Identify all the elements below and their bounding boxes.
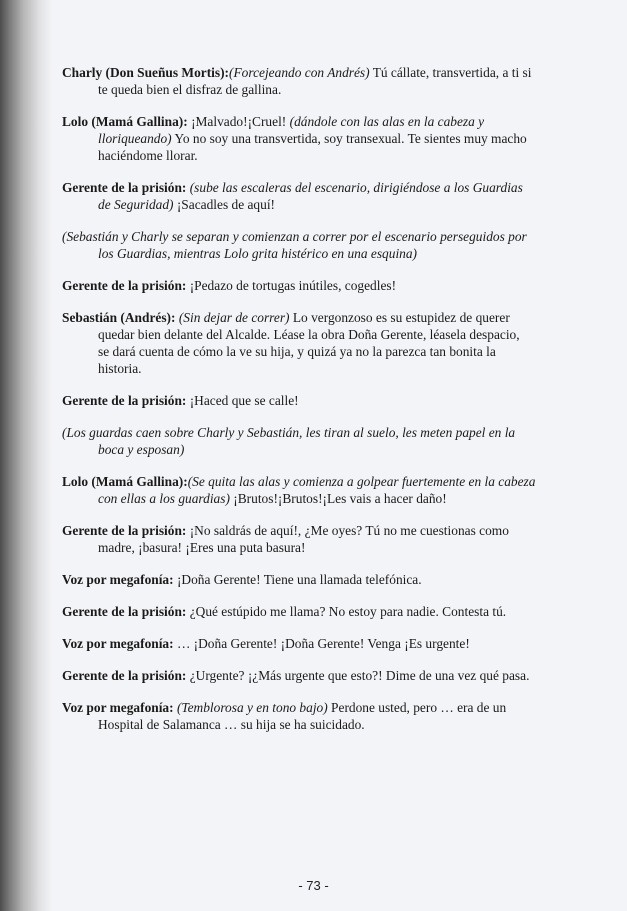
dialogue-line: [62, 473, 552, 490]
dialogue-line: [62, 81, 552, 98]
dialogue-line: [62, 326, 552, 343]
stage-direction-line: (Sebastián y Charly se separan y comienzan a correr por el escenario perseguidos por: [62, 229, 527, 244]
dialogue-line: [62, 667, 552, 684]
dialogue-line: [62, 716, 552, 733]
dialogue-line: [62, 522, 552, 539]
dialogue-text: ¡Brutos!¡Brutos!¡Les vais a hacer daño!: [229, 491, 447, 506]
stage-direction-inline: (Se quita las alas y comienza a golpear fuertemente en la cabeza: [187, 474, 536, 489]
dialogue-line: [62, 699, 552, 716]
dialogue-entry: [62, 392, 552, 409]
dialogue-text: quedar bien delante del Alcalde. Léase la obra Doña Gerente, léasela despacio,: [98, 327, 520, 342]
stage-direction-line: (Los guardas caen sobre Charly y Sebastián, les tiran al suelo, les meten papel en la: [62, 425, 516, 440]
stage-direction-inline: (sube las escaleras del escenario, dirigiéndose a los Guardias: [186, 180, 523, 195]
dialogue-text: ¡Haced que se calle!: [186, 393, 299, 408]
dialogue-text: ¿Urgente? ¡¿Más urgente que esto?! Dime de una vez qué pasa.: [186, 668, 530, 683]
dialogue-line: [62, 277, 552, 294]
dialogue-entry: [62, 667, 552, 684]
speaker-name: Gerente de la prisión:: [62, 278, 187, 293]
dialogue-entry: [62, 571, 552, 588]
speaker-name: Voz por megafonía:: [62, 636, 174, 651]
dialogue-text: … ¡Doña Gerente! ¡Doña Gerente! Venga ¡Es urgente!: [173, 636, 470, 651]
speaker-name: Gerente de la prisión:: [62, 604, 187, 619]
dialogue-line: [62, 147, 552, 164]
dialogue-text: ¡No saldrás de aquí!, ¿Me oyes? Tú no me cuestionas como: [186, 523, 509, 538]
dialogue-line: [62, 309, 552, 326]
speaker-name: Charly (Don Sueñus Mortis):: [62, 65, 230, 80]
stage-direction: [62, 424, 552, 458]
stage-direction-inline: (Forcejeando con Andrés): [229, 65, 370, 80]
dialogue-entry: [62, 277, 552, 294]
stage-direction-inline: (Temblorosa y en tono bajo): [173, 700, 328, 715]
speaker-name: Sebastián (Andrés):: [62, 310, 176, 325]
dialogue-text: Yo no soy una transvertida, soy transexual. Te sientes muy macho: [171, 131, 527, 146]
speaker-name: Gerente de la prisión:: [62, 668, 187, 683]
speaker-name: Voz por megafonía:: [62, 572, 174, 587]
stage-direction-inline: lloriqueando): [98, 131, 172, 146]
dialogue-entry: [62, 309, 552, 377]
page-number: - 73 -: [298, 878, 329, 893]
stage-direction-inline: de Seguridad): [98, 197, 174, 212]
dialogue-line: [62, 490, 552, 507]
dialogue-line: [62, 113, 552, 130]
dialogue-line: [62, 360, 552, 377]
dialogue-entry: [62, 179, 552, 213]
dialogue-text: Tú cállate, transvertida, a ti si: [369, 65, 532, 80]
dialogue-line: [62, 635, 552, 652]
dialogue-entry: [62, 522, 552, 556]
dialogue-text: ¿Qué estúpido me llama? No estoy para nadie. Contesta tú.: [186, 604, 507, 619]
dialogue-entry: [62, 113, 552, 164]
dialogue-line: [62, 571, 552, 588]
dialogue-text: ¡Sacadles de aquí!: [173, 197, 276, 212]
dialogue-entry: [62, 473, 552, 507]
dialogue-line: [62, 603, 552, 620]
dialogue-line: [62, 539, 552, 556]
dialogue-entry: [62, 603, 552, 620]
play-script-body: [62, 64, 552, 748]
speaker-name: Gerente de la prisión:: [62, 180, 187, 195]
dialogue-text: historia.: [98, 361, 142, 376]
dialogue-text: ¡Pedazo de tortugas inútiles, cogedles!: [186, 278, 397, 293]
stage-direction: [62, 228, 552, 262]
dialogue-line: [62, 130, 552, 147]
stage-direction-line: boca y esposan): [98, 442, 185, 457]
dialogue-text: te queda bien el disfraz de gallina.: [98, 82, 282, 97]
speaker-name: Lolo (Mamá Gallina):: [62, 114, 188, 129]
speaker-name: Gerente de la prisión:: [62, 393, 187, 408]
dialogue-text: Hospital de Salamanca … su hija se ha suicidado.: [98, 717, 365, 732]
dialogue-text: se dará cuenta de cómo la ve su hija, y quizá ya no la parezca tan bonita la: [98, 344, 496, 359]
dialogue-entry: [62, 699, 552, 733]
dialogue-line: [62, 64, 552, 81]
stage-direction-inline: (Sin dejar de correr): [175, 310, 290, 325]
dialogue-text: ¡Malvado!¡Cruel!: [187, 114, 290, 129]
stage-direction-line: los Guardias, mientras Lolo grita histérico en una esquina): [98, 246, 418, 261]
binding-shadow: [0, 0, 52, 911]
stage-direction-inline: (dándole con las alas en la cabeza y: [289, 114, 485, 129]
dialogue-text: haciéndome llorar.: [98, 148, 198, 163]
dialogue-text: Perdone usted, pero … era de un: [327, 700, 507, 715]
dialogue-text: ¡Doña Gerente! Tiene una llamada telefónica.: [173, 572, 422, 587]
dialogue-entry: [62, 635, 552, 652]
dialogue-text: Lo vergonzoso es su estupidez de querer: [289, 310, 510, 325]
dialogue-line: [62, 179, 552, 196]
dialogue-line: [62, 343, 552, 360]
speaker-name: Lolo (Mamá Gallina):: [62, 474, 188, 489]
speaker-name: Gerente de la prisión:: [62, 523, 187, 538]
speaker-name: Voz por megafonía:: [62, 700, 174, 715]
dialogue-line: [62, 196, 552, 213]
dialogue-text: madre, ¡basura! ¡Eres una puta basura!: [98, 540, 306, 555]
dialogue-entry: [62, 64, 552, 98]
dialogue-line: [62, 392, 552, 409]
stage-direction-inline: con ellas a los guardias): [98, 491, 230, 506]
